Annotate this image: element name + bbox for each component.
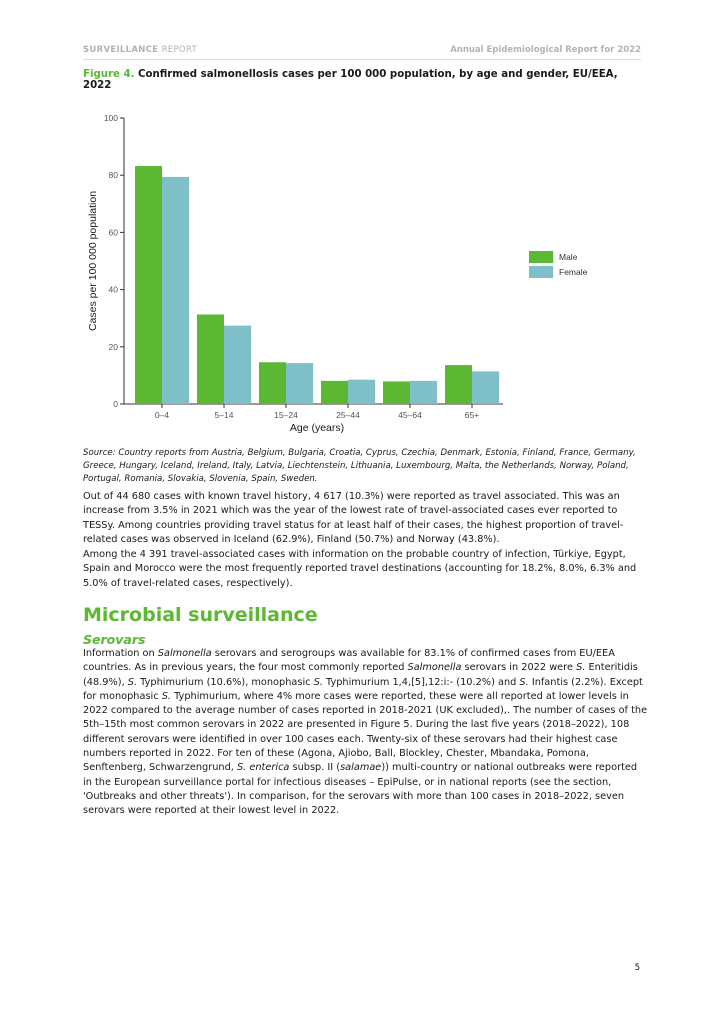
- bar-male-6: [445, 365, 472, 404]
- serovars-text-italic: S.: [519, 676, 529, 688]
- figure-source: Source: Country reports from Austria, Belgium, Bulgaria, Croatia, Cyprus, Czechia, Denmark, Estonia, Finland, France, Germany, Greece, Hungary, Iceland, Ireland, Italy, Latvia, Liechtenstein, Lithuania, Luxembourg, Malta, the Netherlands, Norway, Poland, Portugal, Romania, Slovakia, Slovenia, Spain, Sweden.: [83, 448, 636, 485]
- bar-female-6: [472, 371, 499, 404]
- y-tick-label: 0: [113, 399, 118, 409]
- serovars-text: serovars and serogroups was available for 83.1% of confirmed cases from EU/EEA countries. As in previous years, the four most commonly reported: [83, 648, 615, 674]
- serovars-text: Enteritidis (48.9%),: [83, 662, 638, 688]
- page-number: 5: [634, 963, 640, 973]
- x-tick-label: 15–24: [274, 410, 298, 420]
- serovars-text: Information on: [83, 648, 158, 659]
- y-axis-label: Cases per 100 000 population: [87, 190, 99, 332]
- paragraph-travel-destinations: Among the 4 391 travel-associated cases with information on the probable country of infection, Türkiye, Egypt, Spain and Morocco were the most frequently reported travel destinations (accounting for 18.2%, 8.0%, 6.3% and 5.0% of travel-related cases, respectively).: [83, 549, 637, 589]
- y-tick-label: 80: [108, 170, 118, 181]
- x-tick-label: 45–64: [398, 410, 422, 420]
- serovars-text-italic: S.: [576, 662, 586, 674]
- section-heading: Microbial surveillance: [83, 604, 318, 626]
- bars: [135, 166, 499, 404]
- bar-chart: [83, 105, 643, 440]
- x-tick-label: 5–14: [214, 410, 234, 420]
- serovars-text-italic: S.: [161, 690, 172, 702]
- bar-female-1: [162, 177, 189, 404]
- bar-female-2: [224, 326, 251, 404]
- serovars-text: Infantis (2.2%). Except for monophasic: [83, 676, 643, 702]
- x-tick-label: 25–44: [336, 410, 360, 420]
- y-tick-label: 100: [103, 113, 118, 123]
- legend-label-female: Female: [559, 267, 588, 277]
- paragraph-serovars: [83, 647, 648, 819]
- legend: [529, 251, 588, 278]
- figure-number: Figure 4.: [83, 69, 135, 80]
- report-type-bold: SURVEILLANCE: [83, 45, 159, 55]
- serovars-text-italic: S.: [127, 676, 138, 688]
- bar-male-1: [135, 166, 162, 404]
- bar-male-2: [197, 314, 224, 404]
- serovars-text-italic: Salmonella: [157, 648, 212, 659]
- x-tick-label: 0–4: [154, 410, 170, 420]
- report-type-light: REPORT: [161, 45, 197, 55]
- bar-male-4: [321, 381, 348, 404]
- report-type: [83, 45, 197, 55]
- page-header: [83, 45, 641, 60]
- bar-female-4: [348, 380, 375, 404]
- bar-male-5: [383, 381, 410, 404]
- legend-swatch-female: [529, 266, 553, 278]
- serovars-text-italic: S. enterica: [236, 762, 290, 774]
- serovars-text-italic: S.: [313, 676, 323, 688]
- x-axis: [124, 404, 503, 420]
- serovars-text: serovars in 2022 were: [461, 662, 577, 674]
- bar-male-3: [259, 362, 286, 404]
- legend-label-male: Male: [559, 252, 578, 262]
- bar-female-3: [286, 363, 313, 404]
- x-axis-label: Age (years): [289, 422, 345, 434]
- y-tick-label: 60: [108, 227, 118, 238]
- report-title: Annual Epidemiological Report for 2022: [450, 45, 641, 55]
- y-tick-label: 20: [108, 341, 118, 352]
- subsection-heading: Serovars: [83, 632, 146, 647]
- figure-title: Confirmed salmonellosis cases per 100 000 population, by age and gender, EU/EEA, 2022: [83, 69, 618, 91]
- serovars-text: Typhimurium (10.6%), monophasic: [137, 676, 314, 688]
- y-axis: [104, 113, 124, 409]
- serovars-text: )) multi-country or national outbreaks were reported in the European surveillance portal for infectious diseases – EpiPulse, or in national reports (see the section, 'Outbreaks and other threats'). In comparison, for the serovars with more than 100 cases in 2018–2022, seven serovars were reported at their lowest level in 2022.: [83, 762, 638, 817]
- paragraph-travel-history: Out of 44 680 cases with known travel history, 4 617 (10.3%) were reported as travel associated. This was an increase from 3.5% in 2021 which was the year of the lowest rate of travel-associated cases ever reported to TESSy. Among countries providing travel status for at least half of their cases, the highest proportion of travel-related cases was observed in Iceland (62.9%), Finland (50.7%) and Norway (43.8%).: [83, 491, 624, 545]
- legend-swatch-male: [529, 251, 553, 263]
- bar-female-5: [410, 381, 437, 404]
- figure-caption: [83, 69, 643, 91]
- serovars-text: Typhimurium 1,4,[5],12:i:- (10.2%) and: [322, 676, 520, 688]
- serovars-text: Typhimurium, where 4% more cases were reported, these were all reported at lower levels in 2022 compared to the average number of cases reported in 2018-2021 (UK excluded),. The number of cases of the 5th–15th most common serovars in 2022 are presented in Figure 5. During the last five years (2018–2022), 108 different serovars were identified in over 100 cases each. Twenty-six of these serovars had their highest case numbers reported in 2022. For ten of these (Agona, Ajiobo, Ball, Blockley, Chester, Mbandaka, Pomona, Senftenberg, Schwarzengrund,: [83, 690, 648, 774]
- serovars-text: subsp. II (: [289, 762, 341, 774]
- serovars-text-italic: salamae: [340, 762, 382, 774]
- y-tick-label: 40: [108, 284, 118, 295]
- x-tick-label: 65+: [464, 410, 480, 420]
- serovars-text-italic: Salmonella: [407, 662, 462, 674]
